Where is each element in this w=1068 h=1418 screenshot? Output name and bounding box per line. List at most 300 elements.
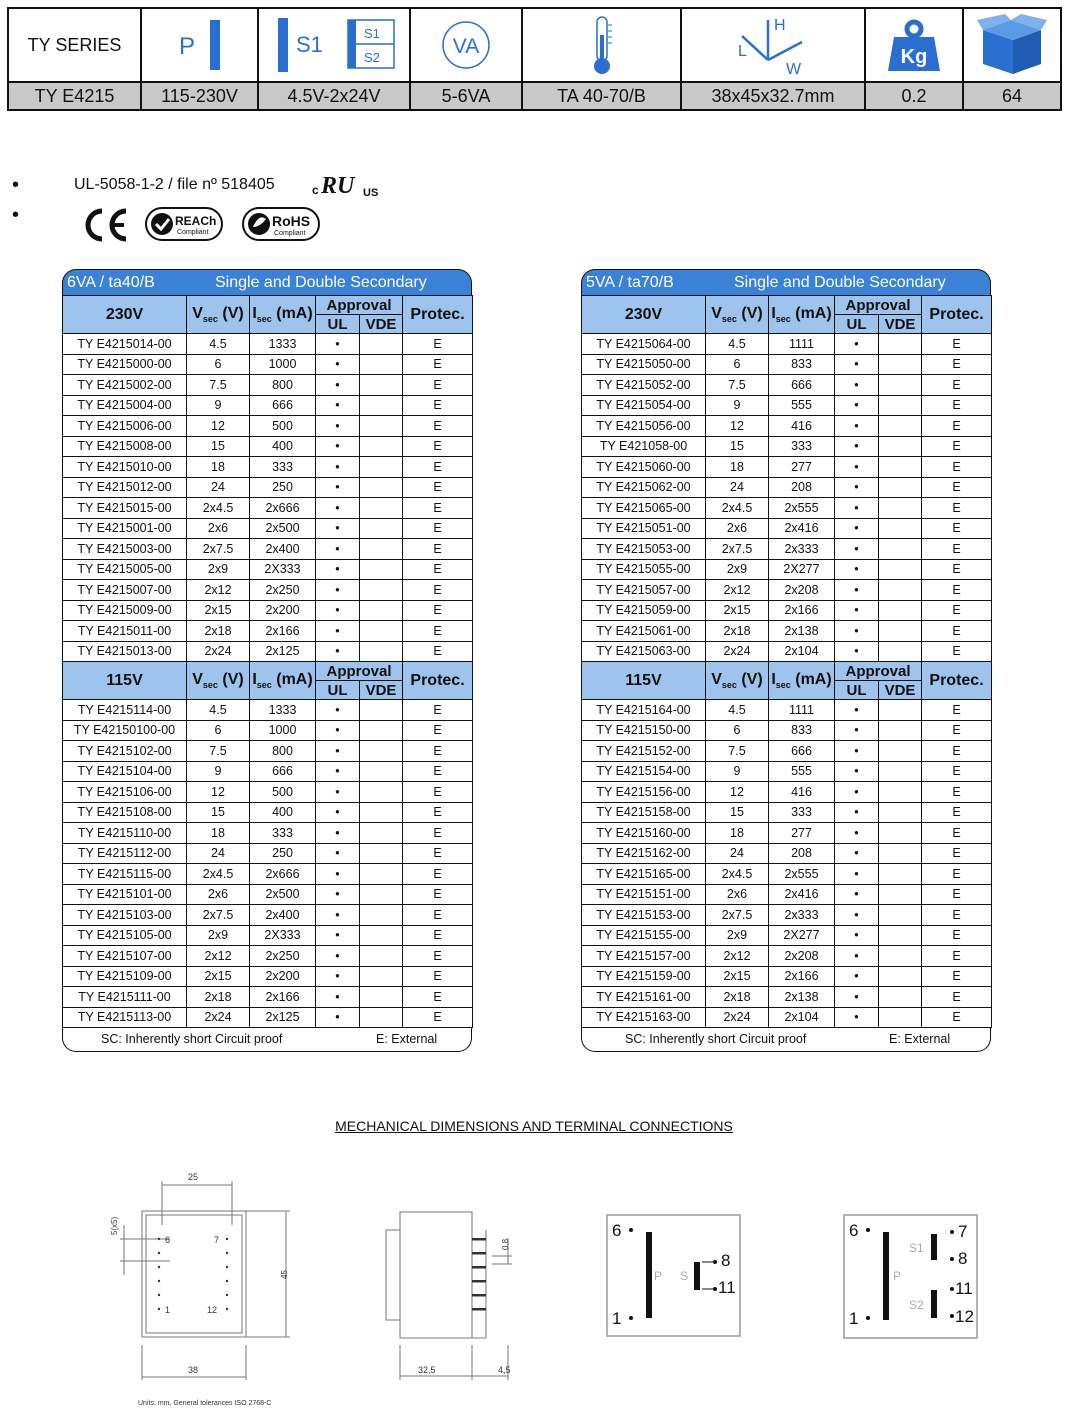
svg-text:25: 25 xyxy=(188,1172,199,1182)
vsec-header: $V_{sec}$ (V) xyxy=(187,296,250,334)
part-number: TY E4215165-00 xyxy=(582,864,706,885)
part-number: TY E4215003-00 xyxy=(63,539,187,560)
table-row xyxy=(63,925,473,946)
vsec-value: 2x7.5 xyxy=(187,905,250,926)
protection: E xyxy=(922,539,992,560)
spec-table-6va xyxy=(62,269,472,1052)
ul-approval: • xyxy=(835,905,879,926)
table-row xyxy=(582,518,992,539)
table-row xyxy=(582,700,992,721)
table-row xyxy=(63,334,473,355)
approval-header: Approval xyxy=(316,662,403,681)
svg-text:RU: RU xyxy=(321,173,355,198)
isec-value: 400 xyxy=(250,802,316,823)
vde-approval xyxy=(879,375,922,396)
vsec-value: 15 xyxy=(187,802,250,823)
ul-approval: • xyxy=(835,925,879,946)
table-row xyxy=(63,641,473,662)
part-number: TY E4215159-00 xyxy=(582,966,706,987)
protection: E xyxy=(922,559,992,580)
svg-text:12: 12 xyxy=(955,1307,974,1326)
series-name: TY SERIES xyxy=(8,8,141,82)
ul-approval: • xyxy=(316,987,360,1008)
ul-approval: • xyxy=(316,782,360,803)
protection: E xyxy=(403,580,473,601)
ul-approval: • xyxy=(835,802,879,823)
vsec-value: 2x24 xyxy=(187,641,250,662)
vsec-value: 2x18 xyxy=(187,621,250,642)
vde-approval xyxy=(360,641,403,662)
table-caption xyxy=(62,269,472,295)
isec-value: 1333 xyxy=(250,334,316,355)
ul-approval: • xyxy=(316,864,360,885)
svg-text:RoHS: RoHS xyxy=(272,213,311,229)
isec-value: 833 xyxy=(769,720,835,741)
vsec-value: 2x4.5 xyxy=(706,498,769,519)
vsec-value: 9 xyxy=(187,761,250,782)
part-number: TY E421058-00 xyxy=(582,436,706,457)
vsec-value: 2x15 xyxy=(706,966,769,987)
header-row xyxy=(582,662,992,681)
table-row xyxy=(582,477,992,498)
vsec-value: 2x7.5 xyxy=(706,905,769,926)
vde-approval xyxy=(360,905,403,926)
vsec-value: 2x7.5 xyxy=(187,539,250,560)
vsec-value: 18 xyxy=(187,457,250,478)
isec-header: $I_{sec}$ (mA) xyxy=(250,662,316,700)
series-weight: 0.2 xyxy=(865,82,963,110)
svg-text:P: P xyxy=(654,1269,663,1283)
protection: E xyxy=(403,354,473,375)
ul-approval: • xyxy=(316,395,360,416)
vsec-value: 18 xyxy=(706,457,769,478)
vde-approval xyxy=(879,539,922,560)
table-row xyxy=(63,966,473,987)
vsec-value: 2x12 xyxy=(706,580,769,601)
vsec-value: 2x6 xyxy=(706,518,769,539)
ul-approval: • xyxy=(835,539,879,560)
protection: E xyxy=(922,641,992,662)
table-row xyxy=(63,1007,473,1028)
protection: E xyxy=(922,864,992,885)
table-row xyxy=(63,477,473,498)
table-row xyxy=(582,925,992,946)
vsec-value: 7.5 xyxy=(187,741,250,762)
vsec-value: 2x7.5 xyxy=(706,539,769,560)
svg-text:6: 6 xyxy=(165,1235,171,1245)
vde-approval xyxy=(879,761,922,782)
svg-text:S: S xyxy=(680,1269,689,1283)
svg-text:W: W xyxy=(786,61,802,78)
isec-value: 2x555 xyxy=(769,864,835,885)
ul-approval: • xyxy=(316,946,360,967)
ul-approval: • xyxy=(316,559,360,580)
protection: E xyxy=(403,621,473,642)
svg-text:Kg: Kg xyxy=(900,46,928,68)
protection: E xyxy=(922,905,992,926)
vsec-value: 2x9 xyxy=(706,559,769,580)
ul-approval: • xyxy=(835,334,879,355)
vde-approval xyxy=(360,518,403,539)
vde-approval xyxy=(360,354,403,375)
isec-value: 2x500 xyxy=(250,518,316,539)
series-power: 5-6VA xyxy=(410,82,522,110)
svg-text:REACh: REACh xyxy=(175,214,217,228)
table-row xyxy=(582,395,992,416)
protection: E xyxy=(403,559,473,580)
ul-approval: • xyxy=(835,354,879,375)
part-number: TY E4215006-00 xyxy=(63,416,187,437)
series-temperature: TA 40-70/B xyxy=(522,82,681,110)
isec-value: 250 xyxy=(250,843,316,864)
ul-approval: • xyxy=(316,498,360,519)
vde-approval xyxy=(879,457,922,478)
vde-approval xyxy=(879,477,922,498)
table-row xyxy=(582,600,992,621)
header-row xyxy=(63,296,473,315)
table-footer xyxy=(581,1028,991,1052)
vsec-value: 15 xyxy=(187,436,250,457)
protection: E xyxy=(403,823,473,844)
vsec-value: 2x4.5 xyxy=(706,864,769,885)
ul-header: UL xyxy=(316,315,360,334)
isec-value: 2x416 xyxy=(769,518,835,539)
ul-approval: • xyxy=(316,641,360,662)
isec-value: 2X277 xyxy=(769,925,835,946)
ul-header: UL xyxy=(316,681,360,700)
isec-value: 1000 xyxy=(250,720,316,741)
part-number: TY E4215164-00 xyxy=(582,700,706,721)
part-number: TY E4215001-00 xyxy=(63,518,187,539)
table-row xyxy=(63,884,473,905)
ul-approval: • xyxy=(835,884,879,905)
table-row xyxy=(63,498,473,519)
part-number: TY E4215111-00 xyxy=(63,987,187,1008)
vsec-value: 9 xyxy=(706,761,769,782)
svg-text:Compliant: Compliant xyxy=(177,229,209,236)
vsec-value: 4.5 xyxy=(706,700,769,721)
series-table xyxy=(7,7,1062,111)
vde-approval xyxy=(879,782,922,803)
approval-header: Approval xyxy=(835,662,922,681)
ul-approval: • xyxy=(835,823,879,844)
vde-approval xyxy=(879,966,922,987)
ul-approval: • xyxy=(316,477,360,498)
vsec-value: 2x18 xyxy=(706,621,769,642)
vde-approval xyxy=(360,1007,403,1028)
protection: E xyxy=(922,395,992,416)
part-number: TY E4215004-00 xyxy=(63,395,187,416)
part-number: TY E4215054-00 xyxy=(582,395,706,416)
bullet: • xyxy=(12,174,20,196)
part-number: TY E4215050-00 xyxy=(582,354,706,375)
thermometer-icon xyxy=(522,8,681,82)
vde-approval xyxy=(360,782,403,803)
protection: E xyxy=(922,518,992,539)
isec-value: 800 xyxy=(250,375,316,396)
protection: E xyxy=(922,720,992,741)
protection: E xyxy=(403,498,473,519)
isec-value: 333 xyxy=(250,823,316,844)
isec-value: 555 xyxy=(769,395,835,416)
table-row xyxy=(63,802,473,823)
isec-value: 2x104 xyxy=(769,641,835,662)
vsec-value: 12 xyxy=(187,782,250,803)
vde-header: VDE xyxy=(879,315,922,334)
mechanical-title: MECHANICAL DIMENSIONS AND TERMINAL CONNECTIONS xyxy=(335,1118,733,1134)
protection: E xyxy=(922,498,992,519)
protection: E xyxy=(922,946,992,967)
table-row xyxy=(63,416,473,437)
protec-header: Protec. xyxy=(403,662,473,700)
vde-approval xyxy=(360,477,403,498)
part-number: TY E4215160-00 xyxy=(582,823,706,844)
vde-approval xyxy=(879,905,922,926)
svg-text:8: 8 xyxy=(958,1249,968,1268)
protection: E xyxy=(403,782,473,803)
protection: E xyxy=(403,436,473,457)
part-number: TY E4215053-00 xyxy=(582,539,706,560)
ul-approval: • xyxy=(316,621,360,642)
ul-approval: • xyxy=(835,395,879,416)
protection: E xyxy=(922,375,992,396)
svg-text:0,8: 0,8 xyxy=(501,1238,510,1250)
vsec-value: 2x15 xyxy=(706,600,769,621)
svg-text:12: 12 xyxy=(207,1305,218,1315)
ul-approval: • xyxy=(835,741,879,762)
part-number: TY E4215103-00 xyxy=(63,905,187,926)
isec-value: 1000 xyxy=(250,354,316,375)
vde-header: VDE xyxy=(360,681,403,700)
footer-left: SC: Inherently short Circuit proof xyxy=(101,1032,283,1046)
ul-approval: • xyxy=(316,375,360,396)
table-row xyxy=(63,782,473,803)
part-number: TY E4215163-00 xyxy=(582,1007,706,1028)
isec-value: 250 xyxy=(250,477,316,498)
vsec-value: 2x9 xyxy=(187,559,250,580)
isec-value: 333 xyxy=(769,436,835,457)
protec-header: Protec. xyxy=(922,296,992,334)
vsec-value: 2x12 xyxy=(187,946,250,967)
isec-value: 277 xyxy=(769,823,835,844)
ul-approval: • xyxy=(835,457,879,478)
table-row xyxy=(582,823,992,844)
vde-approval xyxy=(360,946,403,967)
protection: E xyxy=(403,966,473,987)
vsec-value: 24 xyxy=(706,477,769,498)
protection: E xyxy=(403,416,473,437)
ul-approval: • xyxy=(316,823,360,844)
ul-approval: • xyxy=(835,375,879,396)
svg-text:5(x5): 5(x5) xyxy=(110,1216,119,1235)
part-number: TY E4215052-00 xyxy=(582,375,706,396)
spec-grid xyxy=(62,295,473,1028)
isec-value: 2x208 xyxy=(769,946,835,967)
spec-table-5va xyxy=(581,269,991,1052)
vde-approval xyxy=(879,621,922,642)
part-number: TY E4215150-00 xyxy=(582,720,706,741)
protection: E xyxy=(403,741,473,762)
vde-approval xyxy=(360,884,403,905)
part-number: TY E4215108-00 xyxy=(63,802,187,823)
vde-approval xyxy=(360,416,403,437)
protection: E xyxy=(403,925,473,946)
isec-header: $I_{sec}$ (mA) xyxy=(769,296,835,334)
protection: E xyxy=(403,720,473,741)
protection: E xyxy=(403,641,473,662)
units-note: Units: mm, General tolerances ISO 2768-C xyxy=(138,1400,272,1407)
vde-approval xyxy=(879,518,922,539)
svg-text:S2: S2 xyxy=(909,1298,924,1312)
part-number: TY E4215104-00 xyxy=(63,761,187,782)
vsec-header: $V_{sec}$ (V) xyxy=(706,662,769,700)
svg-text:1: 1 xyxy=(165,1305,171,1315)
part-number: TY E4215011-00 xyxy=(63,621,187,642)
table-row xyxy=(63,987,473,1008)
ul-file-text: UL-5058-1-2 / file nº 518405 xyxy=(74,176,275,193)
isec-value: 2x500 xyxy=(250,884,316,905)
part-number: TY E4215107-00 xyxy=(63,946,187,967)
vde-approval xyxy=(360,436,403,457)
isec-value: 2x166 xyxy=(769,600,835,621)
voltage-group-label: 115V xyxy=(63,662,187,700)
vsec-value: 2x18 xyxy=(187,987,250,1008)
vde-approval xyxy=(879,802,922,823)
ul-approval: • xyxy=(316,884,360,905)
ul-approval: • xyxy=(316,966,360,987)
svg-text:6: 6 xyxy=(849,1221,859,1240)
protection: E xyxy=(403,905,473,926)
table-footer xyxy=(62,1028,472,1052)
vsec-header: $V_{sec}$ (V) xyxy=(187,662,250,700)
vde-approval xyxy=(879,1007,922,1028)
protection: E xyxy=(922,843,992,864)
part-number: TY E4215157-00 xyxy=(582,946,706,967)
part-number: TY E4215156-00 xyxy=(582,782,706,803)
part-number: TY E4215012-00 xyxy=(63,477,187,498)
ul-approval: • xyxy=(316,436,360,457)
vde-approval xyxy=(879,416,922,437)
ul-approval: • xyxy=(316,416,360,437)
vsec-value: 6 xyxy=(706,720,769,741)
vde-approval xyxy=(360,559,403,580)
svg-text:S1: S1 xyxy=(364,26,380,41)
series-packaging: 64 xyxy=(963,82,1061,110)
vde-approval xyxy=(360,334,403,355)
table-row xyxy=(63,539,473,560)
protection: E xyxy=(403,395,473,416)
vsec-value: 6 xyxy=(187,354,250,375)
part-number: TY E4215064-00 xyxy=(582,334,706,355)
svg-text:US: US xyxy=(363,187,379,198)
vde-approval xyxy=(879,436,922,457)
svg-text:32,5: 32,5 xyxy=(418,1365,436,1375)
isec-value: 2x208 xyxy=(769,580,835,601)
vde-approval xyxy=(879,720,922,741)
vsec-value: 2x9 xyxy=(706,925,769,946)
svg-text:S2: S2 xyxy=(364,50,380,65)
part-number: TY E4215114-00 xyxy=(63,700,187,721)
protection: E xyxy=(922,580,992,601)
part-number: TY E4215007-00 xyxy=(63,580,187,601)
table-row xyxy=(63,700,473,721)
isec-value: 666 xyxy=(250,395,316,416)
ul-approval: • xyxy=(316,580,360,601)
vsec-value: 15 xyxy=(706,436,769,457)
series-model: TY E4215 xyxy=(8,82,141,110)
part-number: TY E4215009-00 xyxy=(63,600,187,621)
table-row xyxy=(582,641,992,662)
part-number: TY E4215110-00 xyxy=(63,823,187,844)
ul-approval: • xyxy=(835,946,879,967)
protec-header: Protec. xyxy=(922,662,992,700)
part-number: TY E4215152-00 xyxy=(582,741,706,762)
part-number: TY E4215059-00 xyxy=(582,600,706,621)
isec-value: 416 xyxy=(769,782,835,803)
protection: E xyxy=(922,457,992,478)
ul-approval: • xyxy=(835,477,879,498)
side-view-drawing xyxy=(380,1200,520,1385)
vsec-value: 6 xyxy=(187,720,250,741)
voltage-group-label: 230V xyxy=(63,296,187,334)
vde-header: VDE xyxy=(879,681,922,700)
vde-approval xyxy=(360,457,403,478)
isec-value: 2x125 xyxy=(250,641,316,662)
ul-approval: • xyxy=(316,720,360,741)
vsec-value: 2x18 xyxy=(706,987,769,1008)
part-number: TY E4215115-00 xyxy=(63,864,187,885)
ul-approval: • xyxy=(316,334,360,355)
isec-value: 416 xyxy=(769,416,835,437)
svg-text:P: P xyxy=(178,33,195,60)
vsec-value: 9 xyxy=(706,395,769,416)
part-number: TY E4215055-00 xyxy=(582,559,706,580)
table-row xyxy=(582,498,992,519)
protection: E xyxy=(403,539,473,560)
vde-approval xyxy=(879,741,922,762)
vsec-value: 2x12 xyxy=(706,946,769,967)
protection: E xyxy=(403,864,473,885)
table-row xyxy=(63,621,473,642)
table-row xyxy=(63,518,473,539)
series-output-voltage: 4.5V-2x24V xyxy=(258,82,410,110)
vsec-header: $V_{sec}$ (V) xyxy=(706,296,769,334)
part-number: TY E4215102-00 xyxy=(63,741,187,762)
svg-text:45: 45 xyxy=(280,1270,289,1279)
spec-grid xyxy=(581,295,992,1028)
table-row xyxy=(63,457,473,478)
table-row xyxy=(582,621,992,642)
isec-value: 833 xyxy=(769,354,835,375)
part-number: TY E4215109-00 xyxy=(63,966,187,987)
table-row xyxy=(582,966,992,987)
table-row xyxy=(63,946,473,967)
ul-approval: • xyxy=(835,700,879,721)
protection: E xyxy=(403,987,473,1008)
vsec-value: 2x12 xyxy=(187,580,250,601)
table-row xyxy=(582,457,992,478)
table-row xyxy=(63,720,473,741)
table-row xyxy=(582,782,992,803)
isec-header: $I_{sec}$ (mA) xyxy=(769,662,835,700)
protection: E xyxy=(922,966,992,987)
protection: E xyxy=(922,477,992,498)
table-row xyxy=(63,823,473,844)
svg-text:H: H xyxy=(774,17,786,34)
vsec-value: 2x4.5 xyxy=(187,498,250,519)
ul-approval: • xyxy=(316,802,360,823)
ul-approval: • xyxy=(835,782,879,803)
